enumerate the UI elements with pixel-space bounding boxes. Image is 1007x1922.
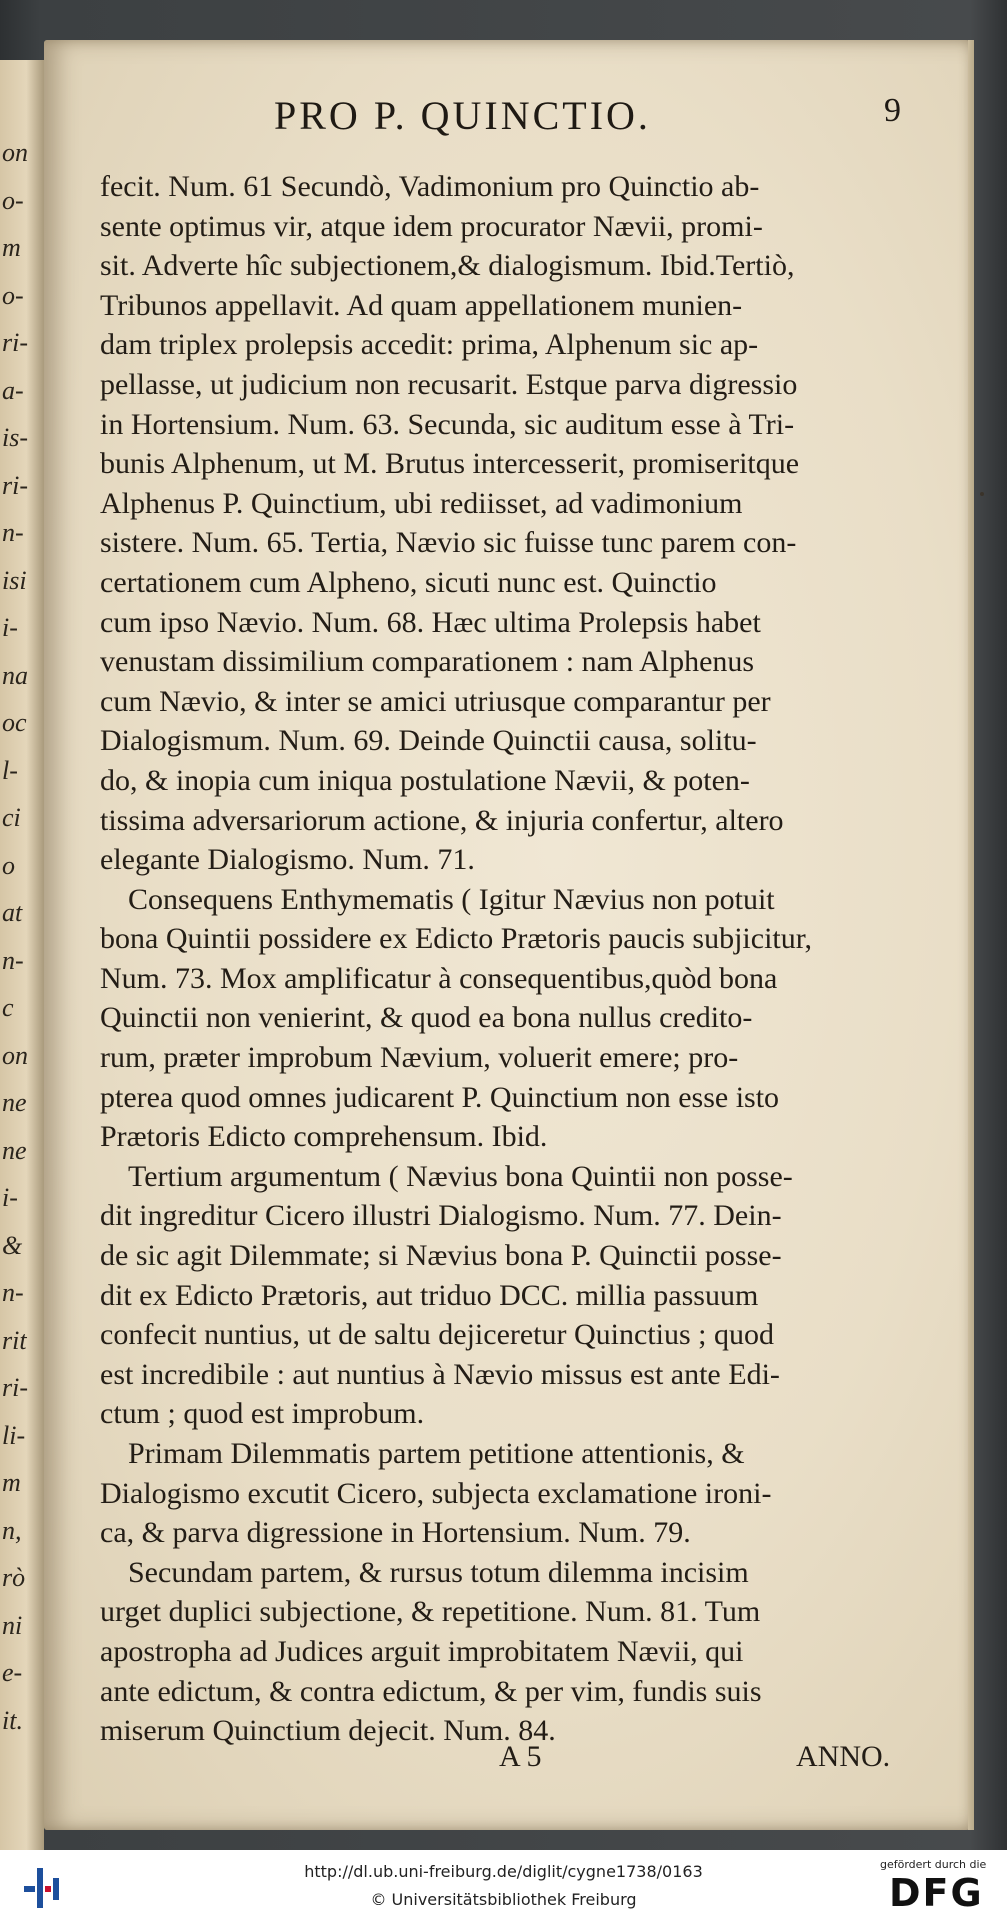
text-line: Secundam partem, & rursus totum dilemma incisim xyxy=(128,1555,749,1589)
left-page-fragment-text: isi xyxy=(2,565,27,595)
page-number: 9 xyxy=(884,92,901,129)
text-line: ca, & parva digressione in Hortensium. Num. 79. xyxy=(100,1516,691,1550)
catchword: ANNO. xyxy=(796,1740,891,1773)
text-line: tissima adversariorum actione, & injuria confertur, altero xyxy=(100,803,784,837)
left-page-fragment-text: n, xyxy=(2,1515,22,1545)
left-page-fragment-text: on xyxy=(2,138,28,167)
left-page-fragment-text: n- xyxy=(2,518,24,547)
dfg-logo[interactable]: DFG xyxy=(889,1871,984,1915)
left-page-fragment-text: o xyxy=(2,850,15,880)
left-page-fragment-text: ci xyxy=(2,803,21,832)
text-line: dit ingreditur Cicero illustri Dialogismo. Num. 77. Dein- xyxy=(100,1199,782,1233)
text-line: cum Nævio, & inter se amici utriusque comparantur per xyxy=(100,684,771,718)
left-page-fragment-text: rit xyxy=(2,1325,27,1355)
text-line: Tribunos appellavit. Ad quam appellationem munien- xyxy=(100,288,743,322)
left-page-fragment-text: ri- xyxy=(2,1373,28,1402)
text-line: sit. Adverte hîc subjectionem,& dialogismum. Ibid.Tertiò, xyxy=(100,249,795,283)
text-line: Alphenus P. Quinctium, ubi rediisset, ad vadimonium xyxy=(100,486,743,520)
left-page-fragment-text: i- xyxy=(2,1183,18,1212)
text-line: sente optimus vir, atque idem procurator Nævii, promi- xyxy=(100,209,763,243)
left-page-fragment-text: i- xyxy=(2,613,18,642)
text-line: ante edictum, & contra edictum, & per vim, fundis suis xyxy=(100,1674,762,1708)
text-line: sistere. Num. 65. Tertia, Nævio sic fuisse tunc parem con- xyxy=(100,526,797,560)
text-line: pellasse, ut judicium non recusarit. Estque parva digressio xyxy=(100,367,798,401)
left-page-fragment-text: rò xyxy=(2,1563,26,1592)
text-line: venustam dissimilium comparationem : nam Alphenus xyxy=(100,645,755,679)
left-page-fragment-text: n- xyxy=(2,945,24,975)
text-line: Dialogismo excutit Cicero, subjecta exclamatione ironi- xyxy=(100,1476,772,1510)
text-line: pterea quod omnes judicarent P. Quinctium non esse isto xyxy=(100,1080,780,1114)
text-line: est incredibile : aut nuntius à Nævio missus est ante Edi- xyxy=(100,1357,780,1391)
text-line: do, & inopia cum iniqua postulatione Nævii, & poten- xyxy=(100,763,750,797)
left-page-fragment-text: o- xyxy=(2,185,24,215)
text-line: confecit nuntius, ut de saltu dejiceretur Quinctius ; quod xyxy=(100,1318,775,1352)
left-page-fragment-text: on xyxy=(2,1040,28,1070)
left-page-fragment-text: li- xyxy=(2,1420,26,1450)
text-line: fecit. Num. 61 Secundò, Vadimonium pro Quinctio ab- xyxy=(100,170,760,203)
text-line: in Hortensium. Num. 63. Secunda, sic auditum esse à Tri- xyxy=(100,407,795,441)
text-line: Num. 73. Mox amplificatur à consequentibus,quòd bona xyxy=(100,961,778,995)
body-text xyxy=(100,167,960,1751)
left-page-fragment-text: l- xyxy=(2,755,18,785)
document-url-link[interactable]: http://dl.ub.uni-freiburg.de/diglit/cygne1738/0163 xyxy=(304,1862,703,1881)
signature-mark: A 5 xyxy=(499,1740,542,1773)
left-page-fragment-text: n- xyxy=(2,1278,24,1307)
left-page-fragment-text: ni xyxy=(2,1610,23,1640)
left-page-fragment-text: m xyxy=(2,1468,21,1497)
text-line: miserum Quinctium dejecit. Num. 84. xyxy=(100,1714,556,1748)
left-page-fragment-text: m xyxy=(2,233,21,262)
left-page-fragment-text: na xyxy=(2,660,28,690)
text-line: bona Quintii possidere ex Edicto Prætoris paucis subjicitur, xyxy=(100,922,813,956)
text-line: elegante Dialogismo. Num. 71. xyxy=(100,843,475,877)
running-head: PRO P. QUINCTIO. xyxy=(274,93,651,138)
left-page-fragment-text: ri- xyxy=(2,470,28,500)
left-page-fragment-text: is- xyxy=(2,423,28,452)
footer-bar xyxy=(0,1850,1007,1922)
text-line: apostropha ad Judices arguit improbitatem Nævii, qui xyxy=(100,1634,744,1668)
book-page xyxy=(44,40,974,1830)
text-line: Prætoris Edicto comprehensum. Ibid. xyxy=(100,1120,548,1154)
text-line: rum, præter improbum Nævium, voluerit emere; pro- xyxy=(100,1041,739,1075)
text-line: dam triplex prolepsis accedit: prima, Alphenum sic ap- xyxy=(100,328,759,362)
funded-by-label: gefördert durch die xyxy=(880,1858,987,1871)
margin-mark xyxy=(980,492,984,496)
left-page-fragment xyxy=(0,60,44,1850)
text-line: Quinctii non venierint, & quod ea bona nullus credito- xyxy=(100,1001,753,1035)
text-line: urget duplici subjectione, & repetitione. Num. 81. Tum xyxy=(100,1595,761,1629)
left-page-fragment-text: e- xyxy=(2,1658,23,1687)
text-line: Primam Dilemmatis partem petitione attentionis, & xyxy=(128,1437,745,1470)
text-line: certationem cum Alpheno, sicuti nunc est. Quinctio xyxy=(100,565,717,599)
left-page-fragment-text: ne xyxy=(2,1135,27,1165)
text-line: Consequens Enthymematis ( Igitur Nævius non potuit xyxy=(128,882,775,916)
left-page-fragment-text: ri- xyxy=(2,328,28,357)
left-page-fragment-text: c xyxy=(2,993,14,1022)
text-line: de sic agit Dilemmate; si Nævius bona P. Quinctii posse- xyxy=(100,1239,782,1273)
text-line: dit ex Edicto Prætoris, aut triduo DCC. millia passuum xyxy=(100,1278,759,1312)
page-edge xyxy=(968,40,974,1830)
text-line: ctum ; quod est improbum. xyxy=(100,1397,425,1431)
left-page-fragment-text: a- xyxy=(2,375,24,405)
left-page-fragment-text: & xyxy=(2,1230,23,1260)
text-line: Dialogismum. Num. 69. Deinde Quinctii causa, solitu- xyxy=(100,724,757,758)
left-page-fragment-text: o- xyxy=(2,280,24,310)
text-line: bunis Alphenum, ut M. Brutus intercesserit, promiseritque xyxy=(100,447,800,481)
left-page-fragment-text: ne xyxy=(2,1088,27,1117)
left-page-fragment-text: at xyxy=(2,898,23,927)
left-page-fragment-text: oc xyxy=(2,708,27,737)
copyright-notice: © Universitätsbibliothek Freiburg xyxy=(370,1890,637,1909)
text-line: cum ipso Nævio. Num. 68. Hæc ultima Prolepsis habet xyxy=(100,605,761,639)
text-line: Tertium argumentum ( Nævius bona Quintii non posse- xyxy=(128,1159,793,1193)
left-page-fragment-text: it. xyxy=(2,1705,23,1735)
